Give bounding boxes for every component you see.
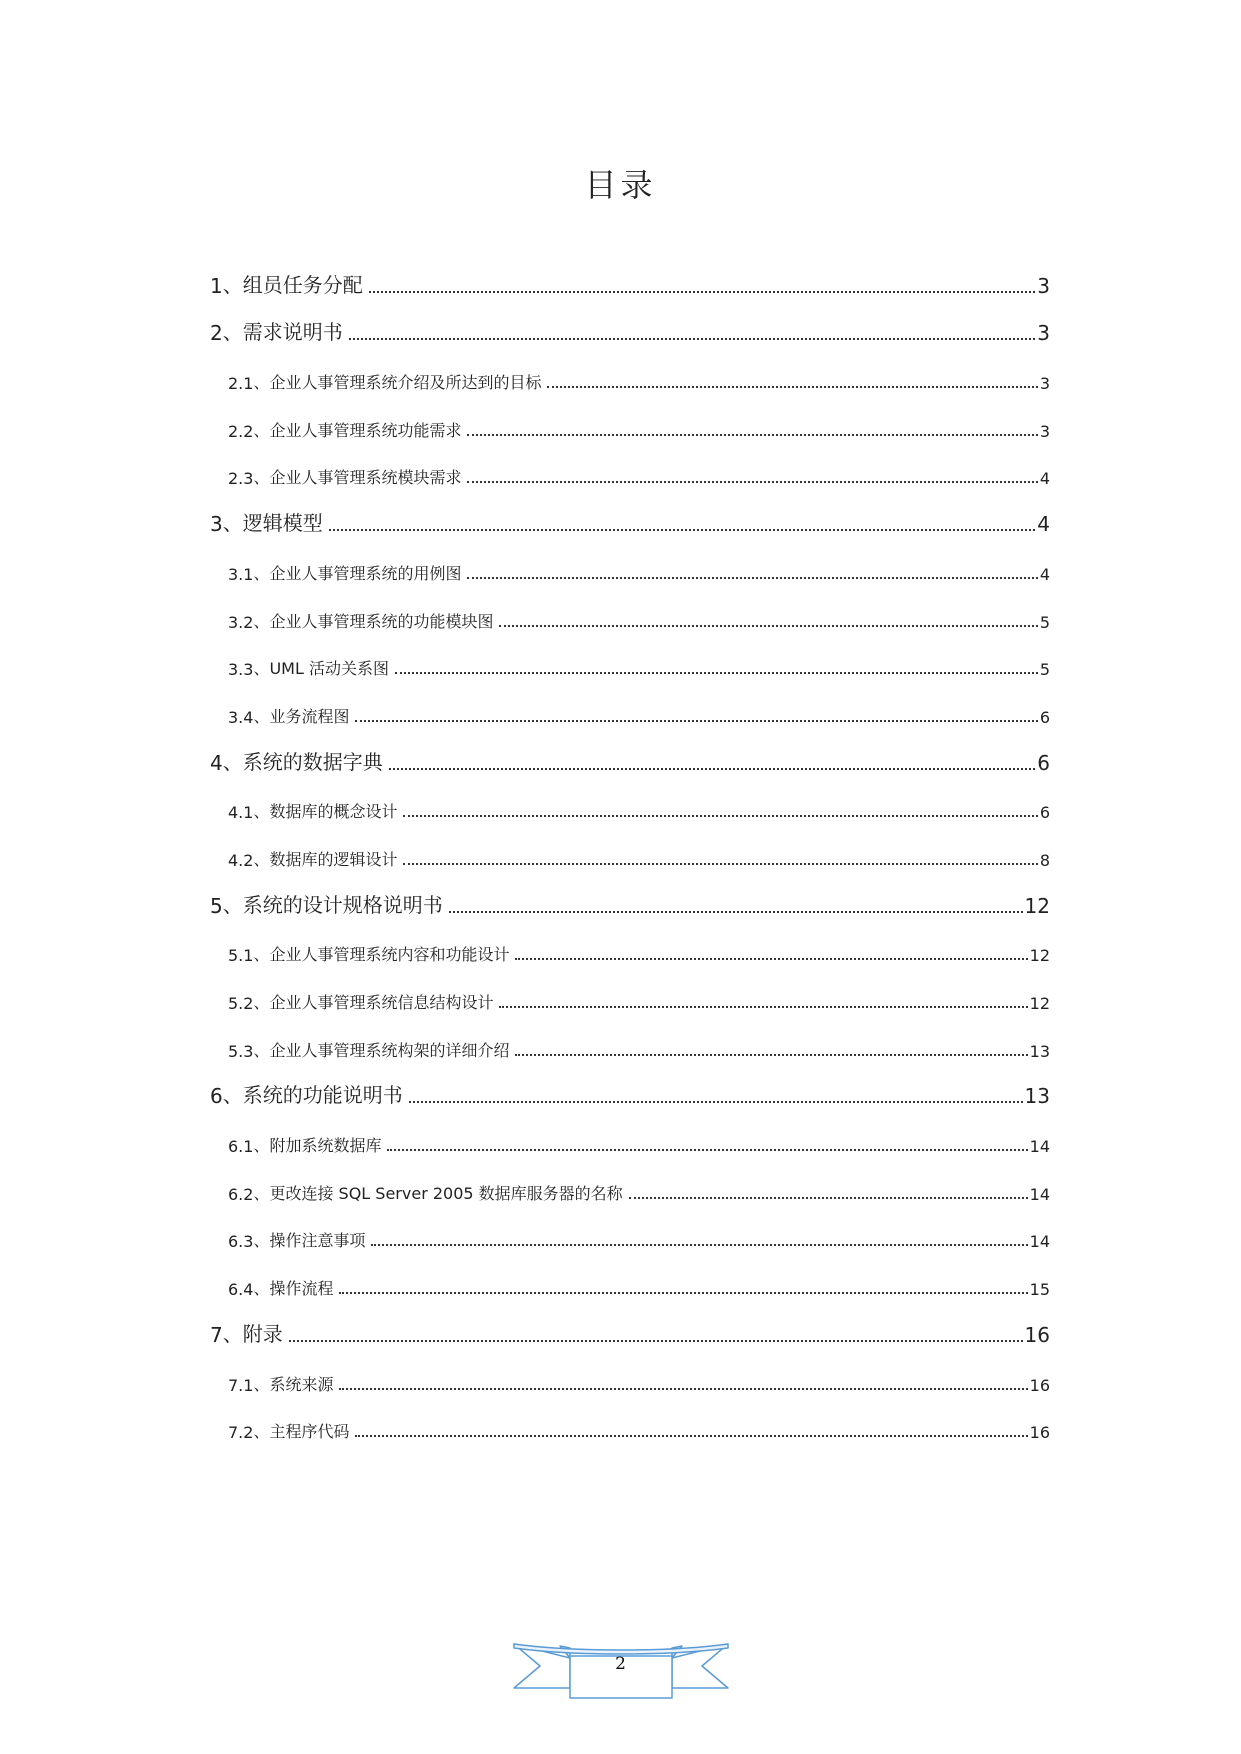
toc-entry-separator: 、	[253, 849, 270, 869]
toc-dot-leader	[467, 434, 1037, 436]
toc-entry-title: 附加系统数据库	[269, 1136, 382, 1156]
toc-dot-leader	[409, 1101, 1023, 1103]
toc-dot-leader	[395, 672, 1038, 674]
toc-entry-title: 系统的设计规格说明书	[242, 892, 443, 917]
toc-entry-title: 系统的数据字典	[242, 749, 383, 774]
toc-entry-title: 系统来源	[269, 1374, 334, 1394]
toc-entry-title: 企业人事管理系统功能需求	[269, 420, 462, 440]
toc-entry-title: 企业人事管理系统内容和功能设计	[269, 945, 510, 965]
toc-entry-page: 4	[1039, 564, 1050, 584]
toc-entry[interactable]	[210, 453, 1050, 501]
toc-entry-page: 14	[1029, 1137, 1050, 1157]
toc-dot-leader	[289, 1340, 1023, 1342]
toc-entry-title: 数据库的概念设计	[269, 802, 398, 822]
toc-entry-page: 5	[1039, 612, 1050, 632]
toc-entry-number: 7	[210, 1322, 223, 1347]
toc-dot-leader	[515, 1054, 1027, 1056]
toc-entry-title: 企业人事管理系统介绍及所达到的目标	[269, 373, 542, 393]
toc-entry[interactable]	[210, 1216, 1050, 1264]
toc-entry-separator: 、	[253, 1279, 270, 1299]
toc-entry-number: 5	[210, 893, 223, 918]
toc-entry-page: 13	[1024, 1084, 1050, 1109]
toc-dot-leader	[389, 768, 1036, 770]
toc-entry[interactable]	[210, 310, 1050, 358]
toc-entry[interactable]	[210, 1025, 1050, 1073]
toc-entry-title: 企业人事管理系统的用例图	[269, 563, 462, 583]
toc-entry[interactable]	[210, 739, 1050, 787]
toc-entry-separator: 、	[222, 511, 243, 536]
toc-entry-number: 2.2	[228, 421, 254, 441]
toc-entry-separator: 、	[253, 373, 270, 393]
toc-entry-separator: 、	[222, 749, 243, 774]
toc-entry-separator: 、	[253, 945, 270, 965]
toc-entry-title: 组员任务分配	[242, 272, 363, 297]
toc-dot-leader	[403, 815, 1037, 817]
toc-entry[interactable]	[210, 596, 1050, 644]
toc-dot-leader	[355, 720, 1037, 722]
toc-entry-title: 企业人事管理系统信息结构设计	[269, 993, 494, 1012]
toc-entry-number: 7.2	[228, 1423, 254, 1443]
toc-entry-separator: 、	[222, 272, 243, 297]
toc-entry-number: 5.3	[228, 1041, 254, 1061]
toc-entry-separator: 、	[222, 1083, 243, 1108]
toc-entry-number: 7.1	[228, 1375, 254, 1395]
toc-entry-separator: 、	[253, 1183, 270, 1203]
toc-entry-number: 6.4	[228, 1280, 254, 1300]
toc-entry-page: 12	[1029, 946, 1050, 966]
toc-dot-leader	[499, 625, 1037, 627]
toc-entry-page: 12	[1024, 893, 1050, 918]
toc-dot-leader	[371, 1244, 1027, 1246]
toc-entry-page: 3	[1039, 374, 1050, 394]
toc-entry-page: 6	[1037, 750, 1050, 775]
toc-entry[interactable]	[210, 1120, 1050, 1168]
toc-dot-leader	[449, 911, 1023, 913]
toc-entry-separator: 、	[253, 659, 270, 679]
toc-entry[interactable]	[210, 930, 1050, 978]
toc-entry-number: 3.2	[228, 612, 254, 632]
toc-entry[interactable]	[210, 644, 1050, 692]
page-title: 目录	[584, 166, 657, 204]
toc-entry-title: 更改连接 SQL Server 2005 数据库服务器的名称	[269, 1183, 623, 1203]
toc-entry-number: 3	[210, 512, 223, 537]
toc-entry-number: 2.1	[228, 374, 254, 394]
toc-entry-number: 6.2	[228, 1184, 254, 1204]
toc-dot-leader	[515, 958, 1027, 960]
toc-entry-title: 附录	[242, 1321, 283, 1346]
toc-entry-page: 14	[1029, 1232, 1050, 1252]
toc-entry-page: 14	[1029, 1184, 1050, 1204]
toc-entry-separator: 、	[253, 1040, 270, 1060]
toc-dot-leader	[467, 577, 1037, 579]
toc-entry[interactable]	[210, 1359, 1050, 1407]
toc-entry-separator: 、	[253, 1422, 270, 1442]
toc-entry-separator: 、	[253, 563, 270, 583]
toc-entry-separator: 、	[253, 420, 270, 440]
toc-entry-page: 3	[1039, 421, 1050, 441]
toc-dot-leader	[499, 1006, 1027, 1008]
toc-entry[interactable]	[210, 1263, 1050, 1311]
toc-entry-page: 8	[1039, 850, 1050, 870]
toc-entry[interactable]	[210, 357, 1050, 405]
toc-entry-page: 4	[1037, 512, 1050, 537]
toc-dot-leader	[329, 529, 1036, 531]
toc-entry[interactable]	[210, 834, 1050, 882]
toc-entry[interactable]	[210, 500, 1050, 548]
toc-entry-page: 6	[1039, 707, 1050, 727]
toc-entry-page: 15	[1029, 1280, 1050, 1300]
toc-entry-separator: 、	[253, 993, 270, 1012]
toc-entry-separator: 、	[253, 468, 270, 488]
toc-entry[interactable]	[210, 1168, 1050, 1216]
toc-dot-leader	[467, 481, 1037, 483]
table-of-contents	[210, 262, 1050, 1454]
toc-entry-number: 1	[210, 273, 223, 298]
toc-entry-page: 16	[1029, 1423, 1050, 1443]
toc-entry-page: 4	[1039, 469, 1050, 489]
toc-entry-number: 5.2	[228, 994, 254, 1013]
toc-dot-leader	[629, 1197, 1028, 1199]
toc-entry-title: 企业人事管理系统模块需求	[269, 468, 462, 488]
toc-entry-number: 4.1	[228, 803, 254, 823]
toc-entry[interactable]	[210, 1073, 1050, 1121]
toc-entry-title: 企业人事管理系统构架的详细介绍	[269, 1040, 510, 1060]
toc-entry[interactable]	[210, 1407, 1050, 1455]
toc-entry[interactable]	[210, 1311, 1050, 1359]
toc-entry-number: 6.3	[228, 1232, 254, 1252]
toc-entry-number: 2	[210, 321, 223, 346]
toc-entry-title: 主程序代码	[269, 1422, 350, 1442]
toc-entry-separator: 、	[253, 1231, 270, 1251]
toc-dot-leader	[369, 291, 1036, 293]
toc-entry-separator: 、	[253, 611, 270, 631]
page-number: 2	[615, 1654, 626, 1674]
toc-entry-separator: 、	[253, 706, 270, 726]
toc-entry-number: 4	[210, 750, 223, 775]
toc-entry-title: UML 活动关系图	[269, 659, 389, 679]
toc-dot-leader	[387, 1149, 1027, 1151]
toc-entry-title: 逻辑模型	[242, 511, 323, 536]
toc-entry[interactable]	[210, 882, 1050, 930]
toc-entry-number: 6.1	[228, 1137, 254, 1157]
toc-entry-title: 操作流程	[269, 1279, 334, 1299]
toc-entry-page: 6	[1039, 803, 1050, 823]
toc-entry-page: 3	[1037, 321, 1050, 346]
toc-entry-page: 16	[1024, 1322, 1050, 1347]
toc-entry-separator: 、	[253, 1374, 270, 1394]
toc-entry-page: 5	[1039, 660, 1050, 680]
toc-entry-number: 3.3	[228, 660, 254, 680]
toc-dot-leader	[355, 1435, 1027, 1437]
toc-entry-separator: 、	[222, 320, 243, 345]
toc-entry-title: 业务流程图	[269, 706, 350, 726]
toc-entry-title: 需求说明书	[242, 320, 343, 345]
toc-dot-leader	[403, 863, 1037, 865]
toc-entry[interactable]	[210, 977, 1050, 1025]
toc-entry-title: 企业人事管理系统的功能模块图	[269, 611, 494, 631]
toc-entry-number: 3.1	[228, 564, 254, 584]
toc-dot-leader	[349, 338, 1036, 340]
toc-dot-leader	[339, 1292, 1027, 1294]
toc-entry[interactable]	[210, 548, 1050, 596]
toc-entry-number: 6	[210, 1084, 223, 1109]
toc-dot-leader	[547, 386, 1037, 388]
toc-entry-separator: 、	[222, 1321, 243, 1346]
toc-entry[interactable]	[210, 691, 1050, 739]
toc-entry-number: 3.4	[228, 707, 254, 727]
toc-entry[interactable]	[210, 787, 1050, 835]
toc-entry-title: 系统的功能说明书	[242, 1083, 403, 1108]
toc-entry-number: 4.2	[228, 850, 254, 870]
toc-entry[interactable]	[210, 262, 1050, 310]
toc-entry-page: 12	[1029, 994, 1050, 1013]
toc-entry-title: 操作注意事项	[269, 1231, 366, 1251]
toc-entry-page: 13	[1029, 1041, 1050, 1061]
toc-entry-separator: 、	[253, 1136, 270, 1156]
toc-entry[interactable]	[210, 405, 1050, 453]
toc-dot-leader	[339, 1388, 1027, 1390]
toc-entry-page: 3	[1037, 273, 1050, 298]
toc-entry-separator: 、	[253, 802, 270, 822]
toc-entry-separator: 、	[222, 892, 243, 917]
toc-entry-page: 16	[1029, 1375, 1050, 1395]
toc-entry-title: 数据库的逻辑设计	[269, 849, 398, 869]
toc-entry-number: 2.3	[228, 469, 254, 489]
toc-entry-number: 5.1	[228, 946, 254, 966]
